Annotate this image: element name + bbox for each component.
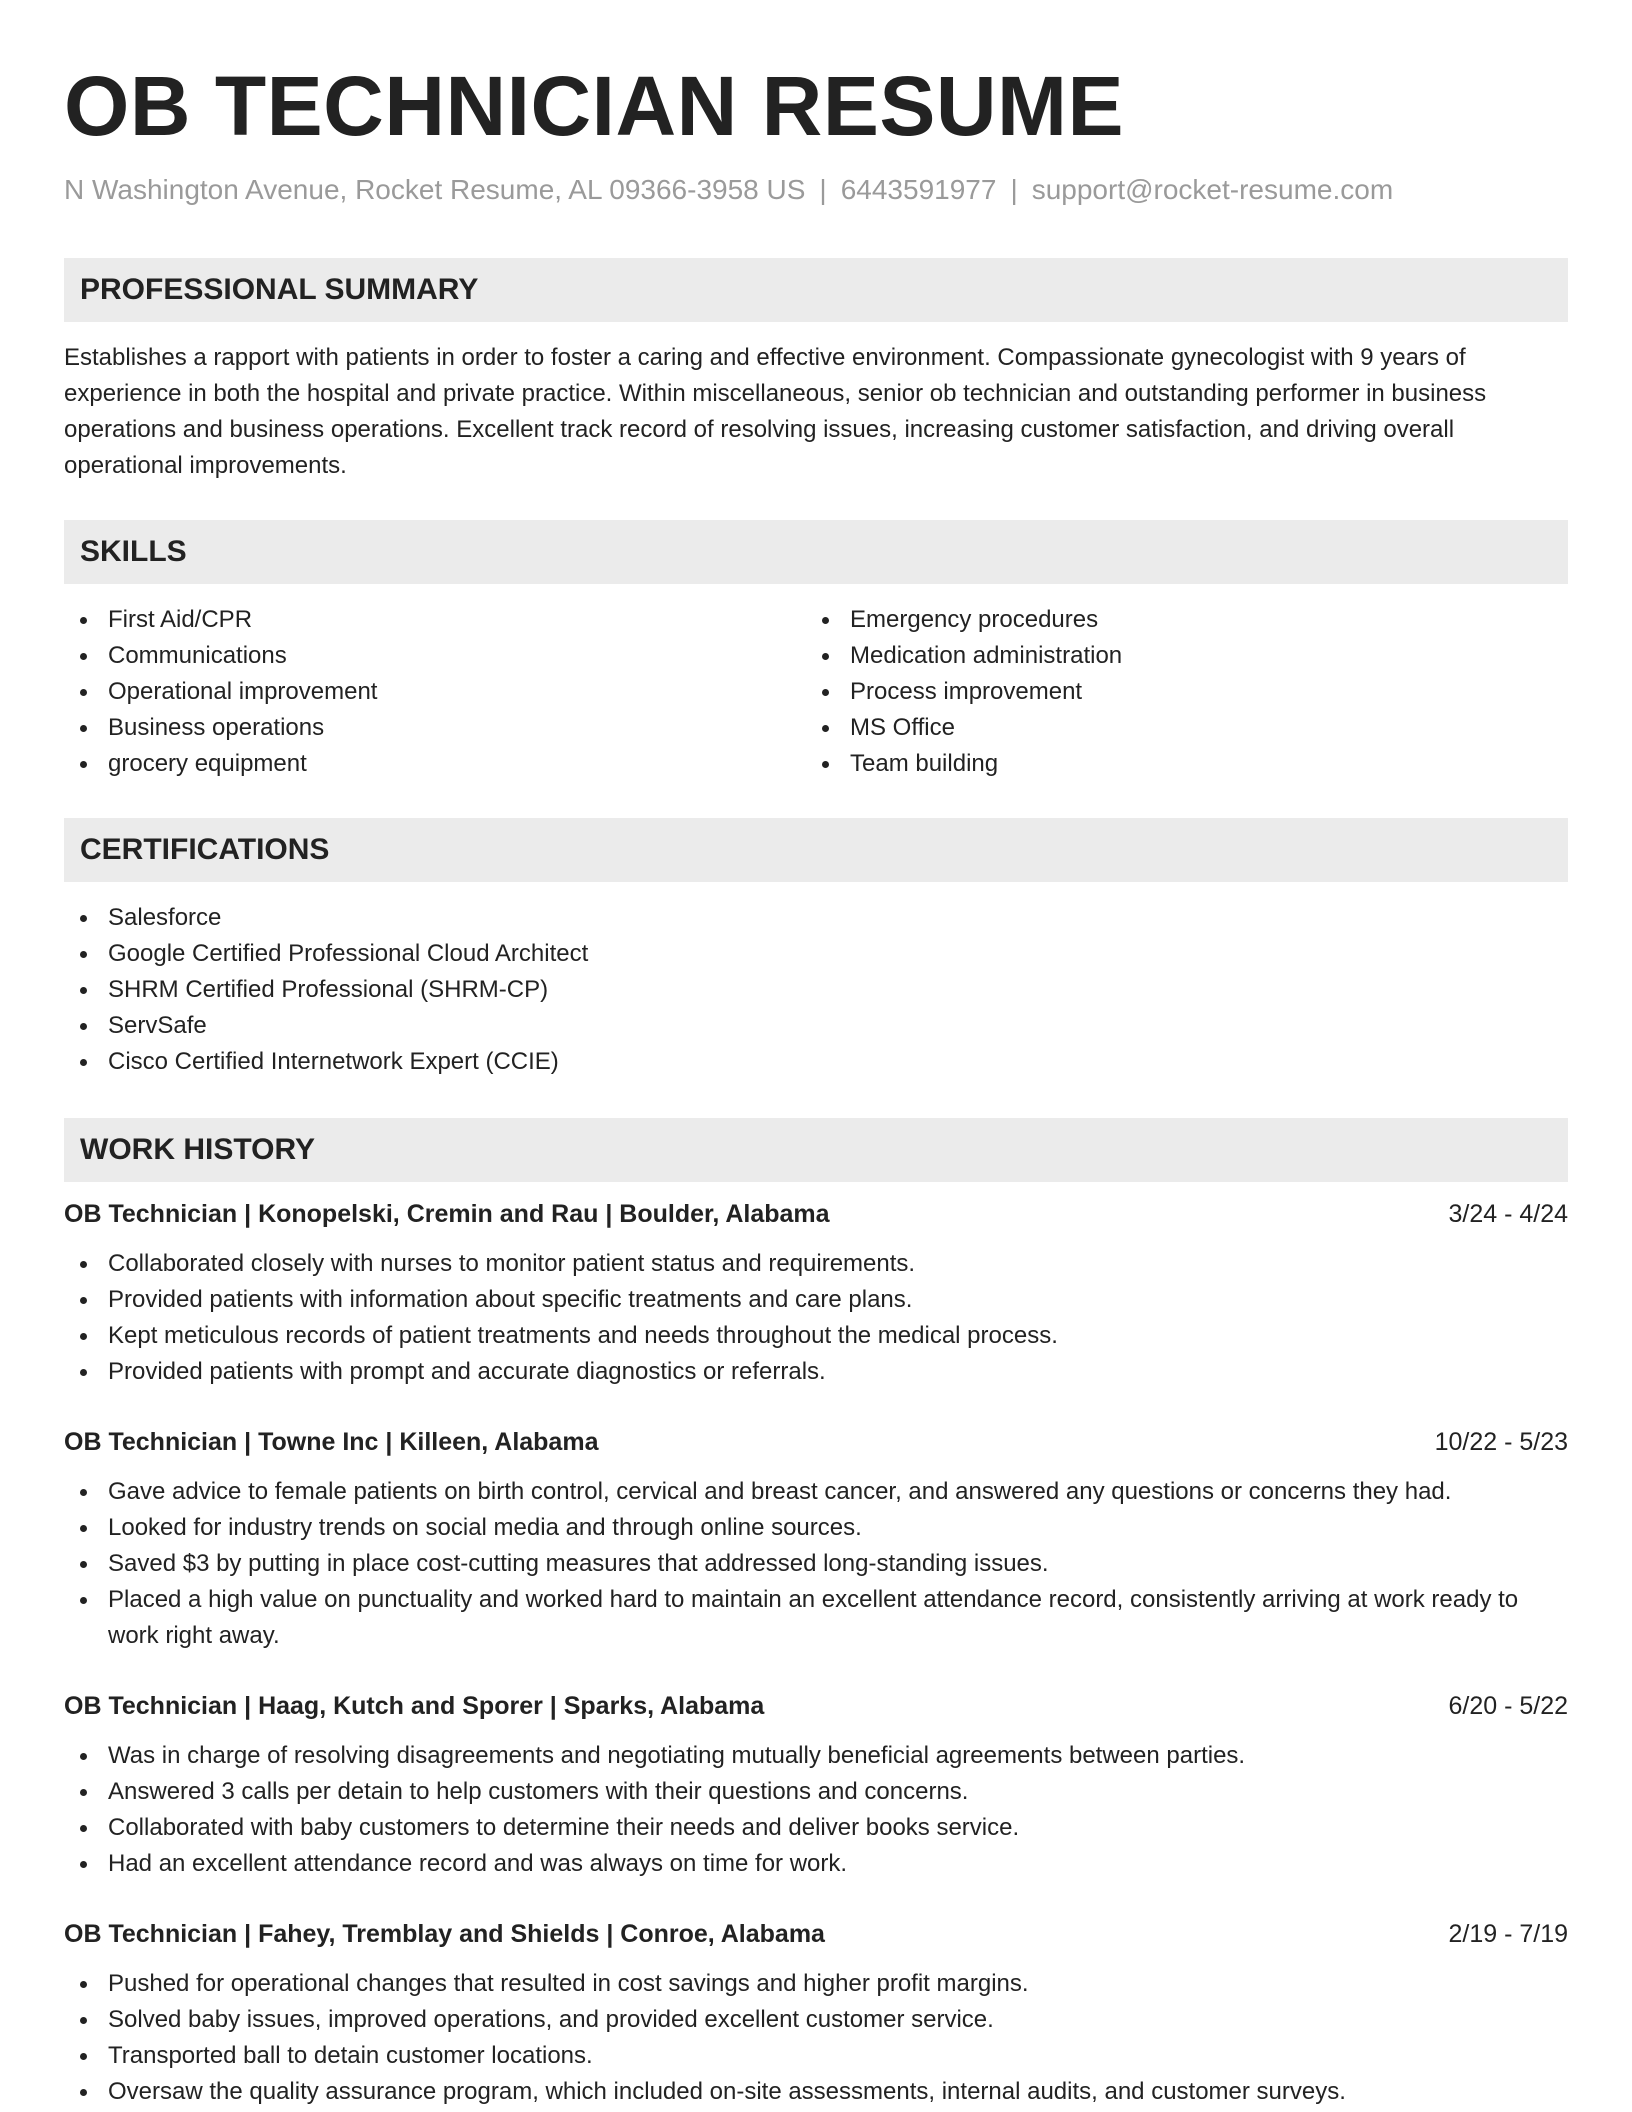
contact-separator: | (1010, 174, 1018, 205)
certification-item: ServSafe (64, 1008, 1568, 1044)
job-bullet: Collaborated with baby customers to determine their needs and deliver books service. (64, 1810, 1568, 1846)
skills-section (64, 520, 1568, 782)
job-bullet: Collaborated closely with nurses to monitor patient status and requirements. (64, 1246, 1568, 1282)
skills-grid (64, 602, 1568, 782)
job-bullet: Transported ball to detain customer locations. (64, 2038, 1568, 2074)
job-bullet: Provided patients with prompt and accurate diagnostics or referrals. (64, 1354, 1568, 1390)
skills-list-right (806, 602, 1548, 782)
skill-item: Communications (64, 638, 806, 674)
job-dates: 2/19 - 7/19 (1448, 1920, 1568, 1948)
job-bullet: Kept meticulous records of patient treatments and needs throughout the medical process. (64, 1318, 1568, 1354)
job-bullet: Solved baby issues, improved operations, and provided excellent customer service. (64, 2002, 1568, 2038)
certification-item: SHRM Certified Professional (SHRM-CP) (64, 972, 1568, 1008)
resume-title: OB TECHNICIAN RESUME (64, 59, 1125, 153)
job-entry (64, 1916, 1568, 2110)
skills-list-left (64, 602, 806, 782)
section-header-skills: SKILLS (64, 520, 1568, 584)
job-bullet: Oversaw the quality assurance program, which included on-site assessments, internal audits, and customer surveys. (64, 2074, 1568, 2110)
section-header-work-history: WORK HISTORY (64, 1118, 1568, 1182)
job-dates: 6/20 - 5/22 (1448, 1692, 1568, 1720)
job-dates: 3/24 - 4/24 (1448, 1200, 1568, 1228)
skill-item: Emergency procedures (806, 602, 1548, 638)
skill-item: Team building (806, 746, 1548, 782)
summary-section (64, 258, 1568, 484)
job-bullets (64, 1966, 1568, 2110)
job-heading: OB Technician | Fahey, Tremblay and Shields | Conroe, Alabama (64, 1920, 825, 1948)
job-bullets (64, 1246, 1568, 1390)
certification-item: Google Certified Professional Cloud Architect (64, 936, 1568, 972)
job-heading: OB Technician | Haag, Kutch and Sporer | Sparks, Alabama (64, 1692, 765, 1720)
job-dates: 10/22 - 5/23 (1434, 1428, 1568, 1456)
job-bullet: Answered 3 calls per detain to help customers with their questions and concerns. (64, 1774, 1568, 1810)
job-heading: OB Technician | Towne Inc | Killeen, Alabama (64, 1428, 599, 1456)
job-bullet: Had an excellent attendance record and was always on time for work. (64, 1846, 1568, 1882)
certification-item: Cisco Certified Internetwork Expert (CCIE) (64, 1044, 1568, 1080)
section-header-summary: PROFESSIONAL SUMMARY (64, 258, 1568, 322)
job-bullet: Was in charge of resolving disagreements and negotiating mutually beneficial agreements between parties. (64, 1738, 1568, 1774)
certifications-list (64, 900, 1568, 1080)
contact-separator: | (819, 174, 827, 205)
skill-item: First Aid/CPR (64, 602, 806, 638)
job-bullet: Placed a high value on punctuality and worked hard to maintain an excellent attendance record, consistently arriving at work ready to work right away. (64, 1582, 1568, 1654)
job-header (64, 1916, 1568, 1952)
job-header (64, 1424, 1568, 1460)
section-header-certifications: CERTIFICATIONS (64, 818, 1568, 882)
summary-text: Establishes a rapport with patients in order to foster a caring and effective environment. Compassionate gynecologist with 9 years of experience in both the hospital and private practice. Within miscellaneous, senior ob technician and outstanding performer in business operations and business operations. Excellent track record of resolving issues, increasing customer satisfaction, and driving overall operational improvements. (64, 344, 1487, 479)
skill-item: grocery equipment (64, 746, 806, 782)
job-bullet: Looked for industry trends on social media and through online sources. (64, 1510, 1568, 1546)
job-bullet: Gave advice to female patients on birth control, cervical and breast cancer, and answered any questions or concerns they had. (64, 1474, 1568, 1510)
job-entry (64, 1424, 1568, 1654)
skill-item: Process improvement (806, 674, 1548, 710)
job-heading: OB Technician | Konopelski, Cremin and Rau | Boulder, Alabama (64, 1200, 830, 1228)
job-bullets (64, 1474, 1568, 1654)
contact-address: N Washington Avenue, Rocket Resume, AL 09366-3958 US (64, 174, 806, 205)
job-entry (64, 1196, 1568, 1390)
job-bullet: Saved $3 by putting in place cost-cutting measures that addressed long-standing issues. (64, 1546, 1568, 1582)
job-bullet: Provided patients with information about specific treatments and care plans. (64, 1282, 1568, 1318)
contact-line (64, 172, 1568, 208)
skill-item: Medication administration (806, 638, 1548, 674)
contact-phone: 6443591977 (840, 174, 997, 205)
skill-item: MS Office (806, 710, 1548, 746)
certification-item: Salesforce (64, 900, 1568, 936)
job-bullet: Pushed for operational changes that resulted in cost savings and higher profit margins. (64, 1966, 1568, 2002)
contact-email[interactable]: support@rocket-resume.com (1031, 174, 1394, 205)
work-history-section (64, 1118, 1568, 2110)
job-header (64, 1688, 1568, 1724)
job-header (64, 1196, 1568, 1232)
skill-item: Business operations (64, 710, 806, 746)
skill-item: Operational improvement (64, 674, 806, 710)
certifications-section (64, 818, 1568, 1080)
job-bullets (64, 1738, 1568, 1882)
job-entry (64, 1688, 1568, 1882)
